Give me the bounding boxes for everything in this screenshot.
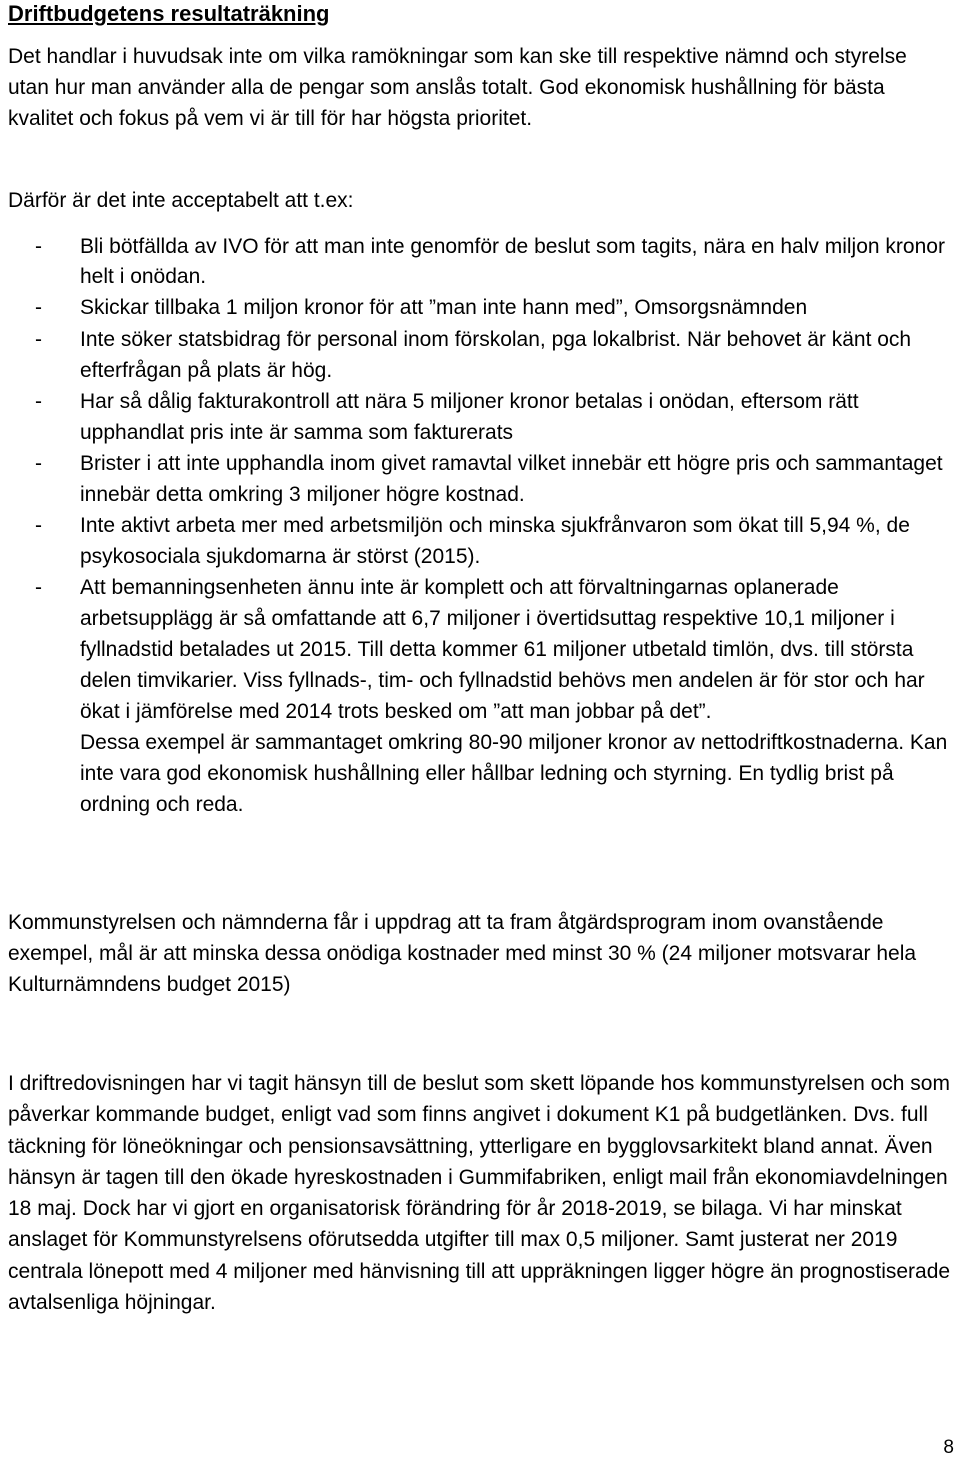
list-item <box>8 448 952 510</box>
driftredovisning-paragraph: I driftredovisningen har vi tagit hänsyn till de beslut som skett löpande hos kommunstyrelsen och som påverkar kommande budget, enligt vad som finns angivet i dokument K1 på budgetlänken. Dvs. full täckning för löneökningar och pensionsavsättning, ytterligare en bygglovsarkitekt bland annat. Även hänsyn är tagen till den ökade hyreskostnaden i Gummifabriken, enligt mail från ekonomiavdelningen 18 maj. Dock har vi gjort en organisatorisk förändring för år 2018-2019, se bilaga. Vi har minskat anslaget för Kommunstyrelsens oförutsedda utgifter till max 0,5 miljoner. Samt justerat ner 2019 centrala lönepott med 4 miljoner med hänvisning till att uppräkningen ligger högre än prognostiserade avtalsenliga höjningar. <box>8 1072 951 1315</box>
list-item-text: Att bemanningsenheten ännu inte är komplett och att förvaltningarnas oplanerade arbetsupplägg är så omfattande att 6,7 miljoner i övertidsuttag respektive 10,1 miljoner i fyllnadstid betalades ut 2015. Till detta kommer 61 miljoner utbetald timlön, dvs. till största delen timvikarier. Viss fyllnads-, tim- och fyllnadstid behövs men andelen är för stor och har ökat i jämförelse med 2014 trots besked om ”att man jobbar på det”. <box>80 576 925 723</box>
darfor-line: Därför är det inte acceptabelt att t.ex: <box>8 189 354 212</box>
list-item <box>8 510 952 572</box>
list-dash: - <box>35 514 42 537</box>
list-dash: - <box>35 576 42 599</box>
assignment-paragraph: Kommunstyrelsen och nämnderna får i uppdrag att ta fram åtgärdsprogram inom ovanstående exempel, mål är att minska dessa onödiga kostnader med minst 30 % (24 miljoner motsvarar hela Kulturnämndens budget 2015) <box>8 911 917 996</box>
list-item-text: Inte söker statsbidrag för personal inom förskolan, pga lokalbrist. När behovet är känt och efterfrågan på plats är hög. <box>80 328 912 382</box>
examples-list <box>8 232 952 820</box>
list-dash: - <box>35 328 42 351</box>
list-item-text: Har så dålig fakturakontroll att nära 5 miljoner kronor betalas i onödan, eftersom rätt upphandlat pris inte är samma som fakturerats <box>80 390 859 444</box>
list-dash: - <box>35 452 42 475</box>
list-item-text: Brister i att inte upphandla inom givet ramavtal vilket innebär ett högre pris och sammantaget innebär detta omkring 3 miljoner högre kostnad. <box>80 452 943 506</box>
summary-text: Dessa exempel är sammantaget omkring 80-90 miljoner kronor av nettodriftkostnaderna. Kan inte vara god ekonomisk hushållning eller hållbar ledning och styrning. En tydlig brist på ordning och reda. <box>80 731 948 816</box>
list-dash: - <box>35 235 42 258</box>
list-item-text: Bli bötfällda av IVO för att man inte genomför de beslut som tagits, nära en halv miljon kronor helt i onödan. <box>80 235 945 288</box>
list-dash: - <box>35 296 42 319</box>
page-heading: Driftbudgetens resultaträkning <box>8 1 330 26</box>
list-item <box>8 324 952 386</box>
list-dash: - <box>35 390 42 413</box>
list-item <box>8 572 952 820</box>
list-item <box>8 232 952 292</box>
intro-paragraph: Det handlar i huvudsak inte om vilka ramökningar som kan ske till respektive nämnd och styrelse utan hur man använder alla de pengar som anslås totalt. God ekonomisk hushållning för bästa kvalitet och fokus på vem vi är till för har högsta prioritet. <box>8 45 907 130</box>
list-item-text: Skickar tillbaka 1 miljon kronor för att ”man inte hann med”, Omsorgsnämnden <box>80 296 808 319</box>
list-item-text: Inte aktivt arbeta mer med arbetsmiljön och minska sjukfrånvaron som ökat till 5,94 %, de psykosociala sjukdomarna är störst (2015). <box>80 514 910 568</box>
page-number: 8 <box>943 1437 954 1458</box>
list-item <box>8 386 952 448</box>
list-item <box>8 292 952 324</box>
